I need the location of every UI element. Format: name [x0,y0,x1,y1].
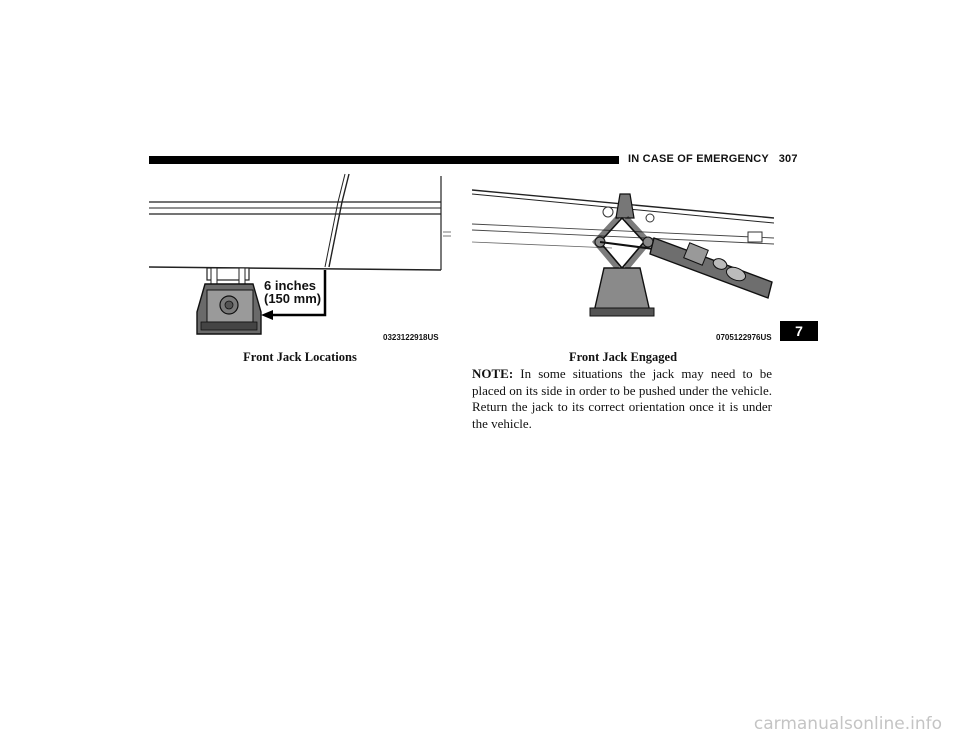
figure-front-jack-locations [149,172,451,344]
note-text: In some situations the jack may need to be placed on its side in order to be pushed under the vehicle. Return the jack to its correct orientation once it is under the vehicle. [472,366,773,431]
note-label: NOTE: [472,366,514,381]
section-tab: 7 [780,321,818,341]
page-number: 307 [778,153,798,165]
figure-caption: Front Jack Engaged [568,350,678,364]
jack-engaged-illustration [472,172,774,344]
figure-id: 0705122976US [716,333,772,342]
distance-callout [264,279,321,305]
note-paragraph [472,366,772,432]
watermark: carmanualsonline.info [753,714,942,734]
running-header [628,153,798,165]
jack-location-illustration [149,172,451,344]
figure-front-jack-engaged [472,172,774,344]
callout-inches: 6 inches [264,278,317,293]
header-rule [149,156,619,164]
figure-id: 0323122918US [383,333,439,342]
header-title: IN CASE OF EMERGENCY [628,153,769,165]
callout-mm: (150 mm) [264,291,322,306]
figure-caption: Front Jack Locations [243,350,357,364]
